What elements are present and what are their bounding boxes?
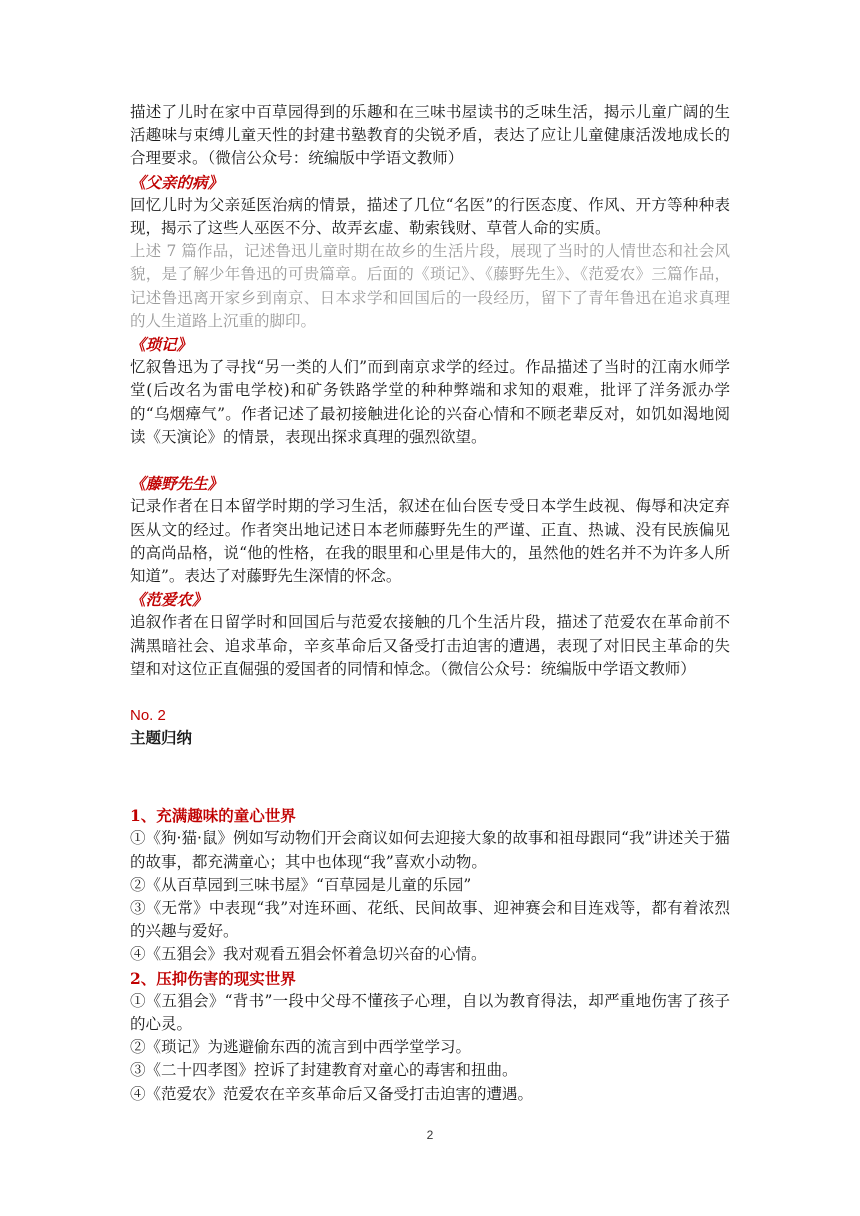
theme-heading-1: 1、充满趣味的童心世界 <box>130 806 296 826</box>
theme-item: ①《狗·猫·鼠》例如写动物们开会商议如何去迎接大象的故事和祖母跟同“我”讲述关于猫的故事，都充满童心；其中也体现“我”喜欢小动物。 <box>130 829 730 871</box>
section-number: No. 2 <box>130 707 166 725</box>
intro-paragraph: 描述了儿时在家中百草园得到的乐趣和在三味书屋读书的乏味生活，揭示儿童广阔的生活趣味与束缚儿童天性的封建书塾教育的尖锐矛盾，表达了应让儿童健康活泼地成长的合理要求。（微信公众号：统编版中学语文教师） <box>130 103 730 168</box>
theme-item: ②《琐记》为逃避偷东西的流言到中西学堂学习。 <box>130 1038 472 1057</box>
section-title: 主题归纳 <box>130 729 193 748</box>
work-desc-fan-ainong: 追叙作者在日留学时和回国后与范爱农接触的几个生活片段，描述了范爱农在革命前不满黑暗社会、追求革命，辛亥革命后又备受打击迫害的遭遇，表现了对旧民主革命的失望和对这位正直倔强的爱国者的同情和悼念。（微信公众号：统编版中学语文教师） <box>130 613 730 678</box>
document-body <box>130 101 730 1106</box>
spacer <box>130 449 730 472</box>
theme-item: ④《五猖会》我对观看五猖会怀着急切兴奋的心情。 <box>130 945 487 964</box>
theme-item: ③《二十四孝图》控诉了封建教育对童心的毒害和扭曲。 <box>130 1061 518 1080</box>
work-title-fujino: 《藤野先生》 <box>130 474 224 494</box>
page-number: 2 <box>426 1128 434 1142</box>
work-desc-fujino: 记录作者在日本留学时期的学习生活，叙述在仙台医专受日本学生歧视、侮辱和决定弃医从文的经过。作者突出地记述日本老师藤野先生的严谨、正直、热诚、没有民族偏见的高尚品格，说“他的性格，在我的眼里和心里是伟大的，虽然他的姓名并不为许多人所知道”。表达了对藤野先生深情的怀念。 <box>130 497 730 586</box>
work-title-fan-ainong: 《范爱农》 <box>130 590 208 610</box>
theme-item: ③《无常》中表现“我”对连环画、花纸、民间故事、迎神赛会和目连戏等，都有着浓烈的兴趣与爱好。 <box>130 899 730 941</box>
summary-paragraph: 上述 7 篇作品，记述鲁迅儿童时期在故乡的生活片段，展现了当时的人情世态和社会风貌，是了解少年鲁迅的可贵篇章。后面的《琐记》、《藤野先生》、《范爱农》三篇作品，记述鲁迅离开家乡到南京、日本求学和回国后的一段经历，留下了青年鲁迅在追求真理的人生道路上沉重的脚印。 <box>130 242 730 330</box>
spacer <box>130 681 730 704</box>
theme-item: ④《范爱农》范爱农在辛亥革命后又备受打击迫害的遭遇。 <box>130 1084 534 1103</box>
theme-heading-2: 2、压抑伤害的现实世界 <box>130 968 296 988</box>
theme-item: ①《五猖会》“背书”一段中父母不懂孩子心理，自以为教育得法，却严重地伤害了孩子的心灵。 <box>130 991 730 1034</box>
work-title-suoji: 《琐记》 <box>130 335 193 355</box>
work-desc-suoji: 忆叙鲁迅为了寻找“另一类的人们”而到南京求学的经过。作品描述了当时的江南水师学堂(后改名为雷电学校)和矿务铁路学堂的种种弊端和求知的艰难，批评了洋务派办学的“乌烟瘴气”。作者记述了最初接触进化论的兴奋心情和不顾老辈反对，如饥如渴地阅读《天演论》的情景，表现出探求真理的强烈欲望。 <box>130 358 730 446</box>
theme-item: ②《从百草园到三味书屋》“百草园是儿童的乐园” <box>130 875 472 894</box>
spacer <box>130 750 730 804</box>
work-desc-father-illness: 回忆儿时为父亲延医治病的情景，描述了几位“名医”的行医态度、作风、开方等种种表现，揭示了这些人巫医不分、故弄玄虚、勒索钱财、草菅人命的实质。 <box>130 195 730 238</box>
work-title-father-illness: 《父亲的病》 <box>130 172 224 192</box>
